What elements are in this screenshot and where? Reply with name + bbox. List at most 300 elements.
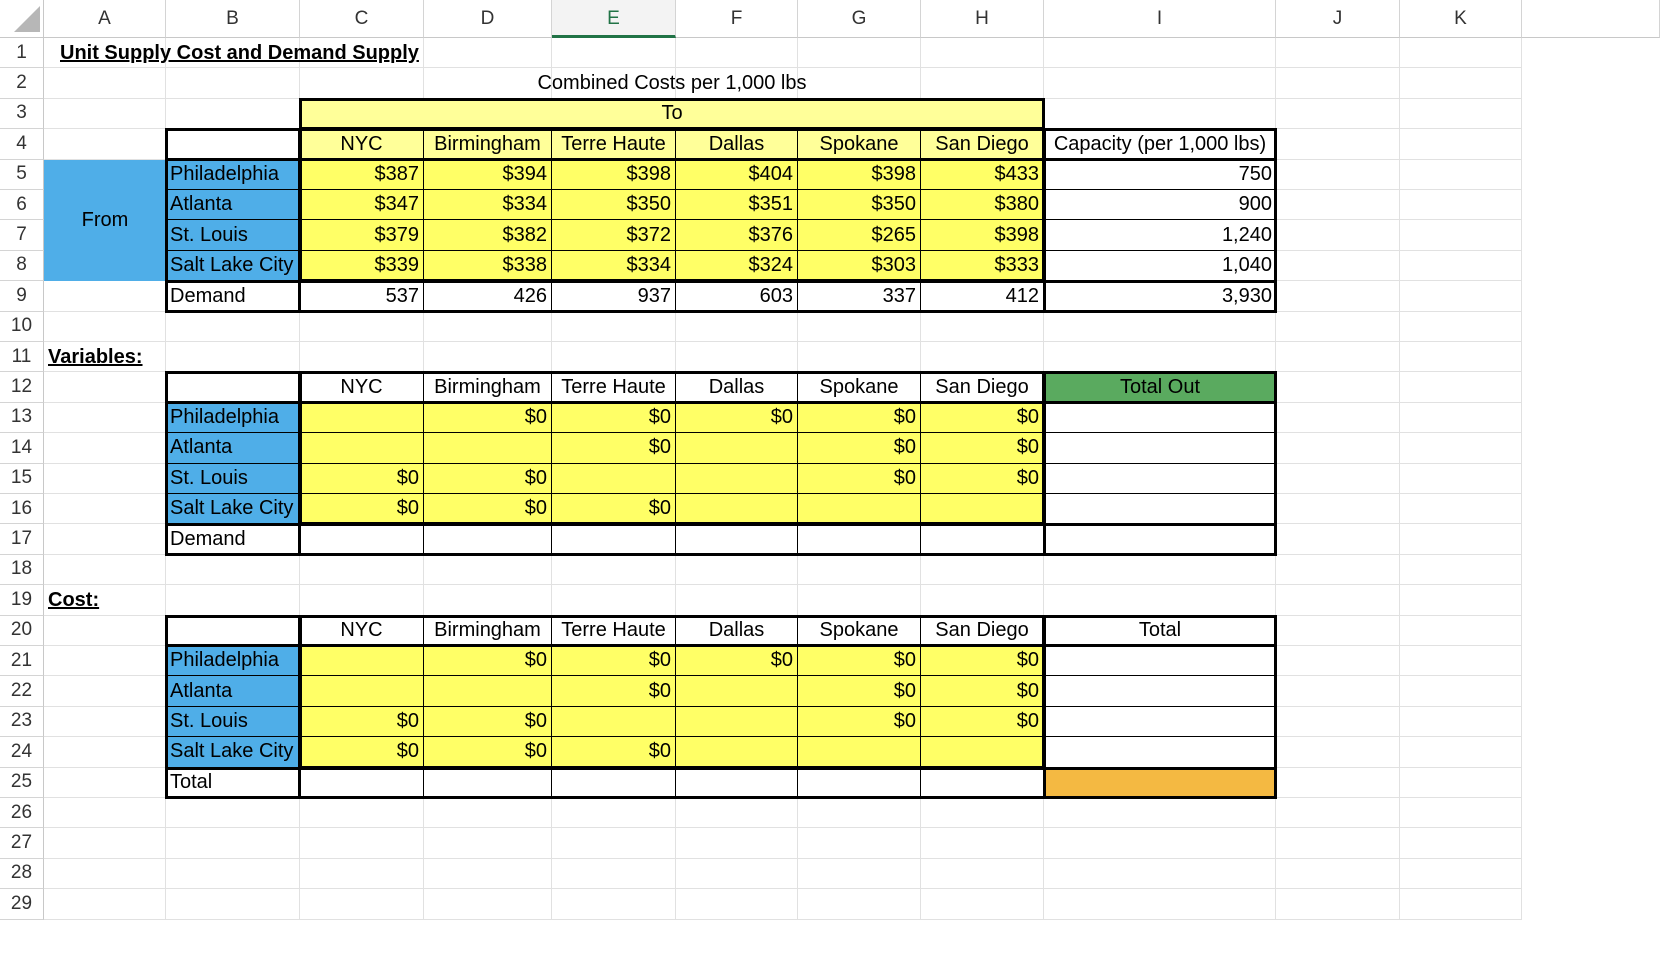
cell-f29[interactable] [676,889,798,919]
cell-g29[interactable] [798,889,921,919]
cost-cell-0-5[interactable]: $433 [921,160,1044,190]
row-header-7[interactable]: 7 [0,220,44,250]
cost-cell-0-2[interactable]: $398 [552,160,676,190]
cell-i18[interactable] [1044,555,1276,585]
cell-k24[interactable] [1400,737,1522,767]
cell-j4[interactable] [1276,129,1400,159]
costcalc-cell-2-3[interactable] [676,707,798,737]
cell-c28[interactable] [300,859,424,889]
cell-j25[interactable] [1276,768,1400,798]
cell-a9[interactable] [44,281,166,311]
cost-cell-1-3[interactable]: $351 [676,190,798,220]
cell-k18[interactable] [1400,555,1522,585]
cell-a29[interactable] [44,889,166,919]
cost-cell-1-4[interactable]: $350 [798,190,921,220]
cell-k13[interactable] [1400,403,1522,433]
cell-g26[interactable] [798,798,921,828]
demand-total[interactable]: 3,930 [1044,281,1276,311]
total-out-cell-3[interactable] [1044,494,1276,524]
var-cell-2-1[interactable]: $0 [424,464,552,494]
cell-k19[interactable] [1400,585,1522,615]
var-cell-1-4[interactable]: $0 [798,433,921,463]
row-header-3[interactable]: 3 [0,99,44,129]
cell-h1[interactable] [921,38,1044,68]
row-header-19[interactable]: 19 [0,585,44,615]
costcalc-cell-1-3[interactable] [676,676,798,706]
row-header-24[interactable]: 24 [0,737,44,767]
table3-dest-2[interactable]: Terre Haute [552,616,676,646]
row-header-1[interactable]: 1 [0,38,44,68]
cell-j21[interactable] [1276,646,1400,676]
var-demand-total[interactable] [1044,524,1276,554]
costcalc-cell-3-0[interactable]: $0 [300,737,424,767]
cell-i3[interactable] [1044,99,1276,129]
cell-j22[interactable] [1276,676,1400,706]
var-demand-cell-4[interactable] [798,524,921,554]
cell-j17[interactable] [1276,524,1400,554]
var-cell-3-2[interactable]: $0 [552,494,676,524]
var-cell-3-1[interactable]: $0 [424,494,552,524]
cell-f27[interactable] [676,828,798,858]
table2-origin-3[interactable]: Salt Lake City [166,494,300,524]
cell-e18[interactable] [552,555,676,585]
column-header-e[interactable]: E [552,0,676,38]
cell-a3[interactable] [44,99,166,129]
cell-a2[interactable] [44,68,166,98]
cell-k10[interactable] [1400,312,1522,342]
cell-f28[interactable] [676,859,798,889]
sheet-title[interactable]: Unit Supply Cost and Demand Supply [60,41,419,64]
cell-g28[interactable] [798,859,921,889]
row-header-17[interactable]: 17 [0,524,44,554]
var-demand-cell-3[interactable] [676,524,798,554]
cell-i11[interactable] [1044,342,1276,372]
cell-a16[interactable] [44,494,166,524]
cell-j7[interactable] [1276,220,1400,250]
column-header-j[interactable]: J [1276,0,1400,38]
cell-j15[interactable] [1276,464,1400,494]
var-demand-cell-0[interactable] [300,524,424,554]
cell-j10[interactable] [1276,312,1400,342]
costcalc-cell-0-0[interactable] [300,646,424,676]
cell-a15[interactable] [44,464,166,494]
cell-c19[interactable] [300,585,424,615]
table1-dest-5[interactable]: San Diego [921,129,1044,159]
cell-d18[interactable] [424,555,552,585]
cell-g10[interactable] [798,312,921,342]
var-cell-1-0[interactable] [300,433,424,463]
table2-dest-4[interactable]: Spokane [798,372,921,402]
costcalc-cell-1-5[interactable]: $0 [921,676,1044,706]
cell-h27[interactable] [921,828,1044,858]
demand-cell-0[interactable]: 537 [300,281,424,311]
cost-cell-3-0[interactable]: $339 [300,251,424,281]
costcalc-cell-1-4[interactable]: $0 [798,676,921,706]
cell-c27[interactable] [300,828,424,858]
var-demand-cell-2[interactable] [552,524,676,554]
table3-total-label[interactable]: Total [166,768,300,798]
cost-cell-1-5[interactable]: $380 [921,190,1044,220]
table1-dest-0[interactable]: NYC [300,129,424,159]
demand-cell-5[interactable]: 412 [921,281,1044,311]
cell-j18[interactable] [1276,555,1400,585]
cell-j13[interactable] [1276,403,1400,433]
cell-i1[interactable] [1044,38,1276,68]
cost-cell-3-3[interactable]: $324 [676,251,798,281]
cell-j26[interactable] [1276,798,1400,828]
cost-cell-2-0[interactable]: $379 [300,220,424,250]
var-cell-0-3[interactable]: $0 [676,403,798,433]
cell-k22[interactable] [1400,676,1522,706]
costcalc-cell-3-5[interactable] [921,737,1044,767]
row-header-16[interactable]: 16 [0,494,44,524]
cell-a22[interactable] [44,676,166,706]
var-cell-0-1[interactable]: $0 [424,403,552,433]
cell-j6[interactable] [1276,190,1400,220]
demand-cell-2[interactable]: 937 [552,281,676,311]
costcalc-cell-3-3[interactable] [676,737,798,767]
cell-d28[interactable] [424,859,552,889]
cell-a12[interactable] [44,372,166,402]
var-cell-2-4[interactable]: $0 [798,464,921,494]
costcalc-cell-0-4[interactable]: $0 [798,646,921,676]
cell-a24[interactable] [44,737,166,767]
cell-h29[interactable] [921,889,1044,919]
cost-cell-3-1[interactable]: $338 [424,251,552,281]
var-cell-3-5[interactable] [921,494,1044,524]
total-out-header[interactable]: Total Out [1044,372,1276,402]
cell-b18[interactable] [166,555,300,585]
var-cell-3-0[interactable]: $0 [300,494,424,524]
cell-k1[interactable] [1400,38,1522,68]
row-header-12[interactable]: 12 [0,372,44,402]
cell-j8[interactable] [1276,251,1400,281]
cell-k12[interactable] [1400,372,1522,402]
total-out-cell-2[interactable] [1044,464,1276,494]
cell-j3[interactable] [1276,99,1400,129]
table2-corner[interactable] [166,372,300,402]
costcalc-cell-3-1[interactable]: $0 [424,737,552,767]
table3-origin-1[interactable]: Atlanta [166,676,300,706]
cell-j27[interactable] [1276,828,1400,858]
cell-b28[interactable] [166,859,300,889]
row-header-23[interactable]: 23 [0,707,44,737]
cell-b29[interactable] [166,889,300,919]
table3-dest-5[interactable]: San Diego [921,616,1044,646]
cell-j19[interactable] [1276,585,1400,615]
var-cell-1-1[interactable] [424,433,552,463]
cell-d29[interactable] [424,889,552,919]
table2-dest-1[interactable]: Birmingham [424,372,552,402]
costcalc-cell-0-3[interactable]: $0 [676,646,798,676]
table1-dest-4[interactable]: Spokane [798,129,921,159]
costcalc-cell-3-4[interactable] [798,737,921,767]
cost-cell-2-3[interactable]: $376 [676,220,798,250]
cell-h26[interactable] [921,798,1044,828]
cost-total-cell-0[interactable] [1044,646,1276,676]
cost-sum-cell-1[interactable] [424,768,552,798]
cell-b10[interactable] [166,312,300,342]
cell-g11[interactable] [798,342,921,372]
costcalc-cell-0-5[interactable]: $0 [921,646,1044,676]
cell-h10[interactable] [921,312,1044,342]
cost-cell-1-0[interactable]: $347 [300,190,424,220]
column-header-d[interactable]: D [424,0,552,38]
table2-dest-3[interactable]: Dallas [676,372,798,402]
cell-b11[interactable] [166,342,300,372]
table3-dest-3[interactable]: Dallas [676,616,798,646]
cell-k17[interactable] [1400,524,1522,554]
cell-j28[interactable] [1276,859,1400,889]
table2-demand-label[interactable]: Demand [166,524,300,554]
var-cell-1-2[interactable]: $0 [552,433,676,463]
var-cell-0-2[interactable]: $0 [552,403,676,433]
cell-c11[interactable] [300,342,424,372]
cell-d27[interactable] [424,828,552,858]
cell-a4[interactable] [44,129,166,159]
cell-i26[interactable] [1044,798,1276,828]
row-header-11[interactable]: 11 [0,342,44,372]
cell-b3[interactable] [166,99,300,129]
var-cell-2-2[interactable] [552,464,676,494]
column-header-i[interactable]: I [1044,0,1276,38]
cost-cell-3-4[interactable]: $303 [798,251,921,281]
to-header[interactable]: To [300,99,1044,129]
costcalc-cell-0-2[interactable]: $0 [552,646,676,676]
capacity-cell-3[interactable]: 1,040 [1044,251,1276,281]
cell-a14[interactable] [44,433,166,463]
row-header-20[interactable]: 20 [0,616,44,646]
costcalc-cell-2-2[interactable] [552,707,676,737]
cell-j14[interactable] [1276,433,1400,463]
cell-a25[interactable] [44,768,166,798]
cell-j1[interactable] [1276,38,1400,68]
demand-cell-3[interactable]: 603 [676,281,798,311]
cell-j9[interactable] [1276,281,1400,311]
table2-dest-5[interactable]: San Diego [921,372,1044,402]
cell-e27[interactable] [552,828,676,858]
costcalc-cell-3-2[interactable]: $0 [552,737,676,767]
var-cell-2-5[interactable]: $0 [921,464,1044,494]
cost-cell-2-1[interactable]: $382 [424,220,552,250]
column-header-f[interactable]: F [676,0,798,38]
row-header-26[interactable]: 26 [0,798,44,828]
cell-j20[interactable] [1276,616,1400,646]
table2-origin-0[interactable]: Philadelphia [166,403,300,433]
table1-demand-label[interactable]: Demand [166,281,300,311]
cell-k27[interactable] [1400,828,1522,858]
cell-i19[interactable] [1044,585,1276,615]
table3-origin-3[interactable]: Salt Lake City [166,737,300,767]
costcalc-cell-2-4[interactable]: $0 [798,707,921,737]
table1-dest-3[interactable]: Dallas [676,129,798,159]
table3-dest-0[interactable]: NYC [300,616,424,646]
cell-k11[interactable] [1400,342,1522,372]
cell-e10[interactable] [552,312,676,342]
cost-sum-cell-5[interactable] [921,768,1044,798]
table2-dest-2[interactable]: Terre Haute [552,372,676,402]
row-header-9[interactable]: 9 [0,281,44,311]
cell-j24[interactable] [1276,737,1400,767]
cost-sum-cell-4[interactable] [798,768,921,798]
cell-d10[interactable] [424,312,552,342]
cell-k28[interactable] [1400,859,1522,889]
row-header-13[interactable]: 13 [0,403,44,433]
cell-c29[interactable] [300,889,424,919]
costcalc-cell-1-1[interactable] [424,676,552,706]
cell-k29[interactable] [1400,889,1522,919]
cell-a10[interactable] [44,312,166,342]
cell-e19[interactable] [552,585,676,615]
table1-origin-3[interactable]: Salt Lake City [166,251,300,281]
cell-g27[interactable] [798,828,921,858]
cost-cell-0-4[interactable]: $398 [798,160,921,190]
cell-k16[interactable] [1400,494,1522,524]
table1-origin-2[interactable]: St. Louis [166,220,300,250]
column-header-k[interactable]: K [1400,0,1522,38]
cost-cell-0-0[interactable]: $387 [300,160,424,190]
cell-d11[interactable] [424,342,552,372]
cell-e28[interactable] [552,859,676,889]
cell-g19[interactable] [798,585,921,615]
cell-b19[interactable] [166,585,300,615]
cell-f26[interactable] [676,798,798,828]
row-header-22[interactable]: 22 [0,676,44,706]
capacity-cell-2[interactable]: 1,240 [1044,220,1276,250]
variables-label[interactable]: Variables: [48,345,143,368]
var-cell-2-0[interactable]: $0 [300,464,424,494]
cell-a17[interactable] [44,524,166,554]
column-header-b[interactable]: B [166,0,300,38]
cell-j2[interactable] [1276,68,1400,98]
cell-h28[interactable] [921,859,1044,889]
costcalc-cell-2-1[interactable]: $0 [424,707,552,737]
grand-total-cell[interactable] [1044,768,1276,798]
var-cell-0-0[interactable] [300,403,424,433]
table3-dest-4[interactable]: Spokane [798,616,921,646]
cost-cell-2-5[interactable]: $398 [921,220,1044,250]
cell-c18[interactable] [300,555,424,585]
cell-b27[interactable] [166,828,300,858]
total-out-cell-1[interactable] [1044,433,1276,463]
costcalc-cell-0-1[interactable]: $0 [424,646,552,676]
row-header-14[interactable]: 14 [0,433,44,463]
cell-d1[interactable] [424,38,552,68]
cell-f19[interactable] [676,585,798,615]
cell-f11[interactable] [676,342,798,372]
row-header-18[interactable]: 18 [0,555,44,585]
var-cell-2-3[interactable] [676,464,798,494]
cost-total-cell-1[interactable] [1044,676,1276,706]
demand-cell-4[interactable]: 337 [798,281,921,311]
cell-f18[interactable] [676,555,798,585]
cell-b2[interactable] [166,68,300,98]
cell-j16[interactable] [1276,494,1400,524]
cell-k6[interactable] [1400,190,1522,220]
cost-sum-cell-0[interactable] [300,768,424,798]
row-header-4[interactable]: 4 [0,129,44,159]
cell-h11[interactable] [921,342,1044,372]
row-header-27[interactable]: 27 [0,828,44,858]
cell-c10[interactable] [300,312,424,342]
cost-cell-3-2[interactable]: $334 [552,251,676,281]
column-header-a[interactable]: A [44,0,166,38]
cell-e26[interactable] [552,798,676,828]
table3-origin-0[interactable]: Philadelphia [166,646,300,676]
cell-a13[interactable] [44,403,166,433]
cell-j12[interactable] [1276,372,1400,402]
combined-costs-header[interactable]: Combined Costs per 1,000 lbs [537,72,807,95]
cell-k25[interactable] [1400,768,1522,798]
var-cell-3-3[interactable] [676,494,798,524]
cell-k9[interactable] [1400,281,1522,311]
cell-a18[interactable] [44,555,166,585]
select-all-corner[interactable] [0,0,44,38]
cell-a26[interactable] [44,798,166,828]
cell-k23[interactable] [1400,707,1522,737]
cost-sum-cell-2[interactable] [552,768,676,798]
cell-k2[interactable] [1400,68,1522,98]
cell-j29[interactable] [1276,889,1400,919]
table2-dest-0[interactable]: NYC [300,372,424,402]
cell-h18[interactable] [921,555,1044,585]
cell-k20[interactable] [1400,616,1522,646]
cell-k8[interactable] [1400,251,1522,281]
row-header-2[interactable]: 2 [0,68,44,98]
cost-total-cell-3[interactable] [1044,737,1276,767]
var-cell-0-4[interactable]: $0 [798,403,921,433]
cell-a27[interactable] [44,828,166,858]
table1-corner[interactable] [166,129,300,159]
table1-dest-1[interactable]: Birmingham [424,129,552,159]
cell-k5[interactable] [1400,160,1522,190]
table1-origin-1[interactable]: Atlanta [166,190,300,220]
table2-origin-2[interactable]: St. Louis [166,464,300,494]
cell-k3[interactable] [1400,99,1522,129]
costcalc-cell-1-2[interactable]: $0 [552,676,676,706]
total-out-cell-0[interactable] [1044,403,1276,433]
var-cell-3-4[interactable] [798,494,921,524]
row-header-5[interactable]: 5 [0,160,44,190]
cost-total-cell-2[interactable] [1044,707,1276,737]
capacity-cell-0[interactable]: 750 [1044,160,1276,190]
cell-d26[interactable] [424,798,552,828]
var-demand-cell-1[interactable] [424,524,552,554]
column-header-g[interactable]: G [798,0,921,38]
demand-cell-1[interactable]: 426 [424,281,552,311]
cell-a20[interactable] [44,616,166,646]
cost-total-header[interactable]: Total [1044,616,1276,646]
cell-i2[interactable] [1044,68,1276,98]
cell-k7[interactable] [1400,220,1522,250]
cell-j5[interactable] [1276,160,1400,190]
cell-a23[interactable] [44,707,166,737]
row-header-25[interactable]: 25 [0,768,44,798]
var-cell-1-3[interactable] [676,433,798,463]
row-header-21[interactable]: 21 [0,646,44,676]
cell-j11[interactable] [1276,342,1400,372]
from-label[interactable]: From [44,160,166,282]
cell-k26[interactable] [1400,798,1522,828]
var-demand-cell-5[interactable] [921,524,1044,554]
cell-d19[interactable] [424,585,552,615]
row-header-10[interactable]: 10 [0,312,44,342]
costcalc-cell-2-0[interactable]: $0 [300,707,424,737]
row-header-6[interactable]: 6 [0,190,44,220]
costcalc-cell-2-5[interactable]: $0 [921,707,1044,737]
var-cell-0-5[interactable]: $0 [921,403,1044,433]
column-header-h[interactable]: H [921,0,1044,38]
